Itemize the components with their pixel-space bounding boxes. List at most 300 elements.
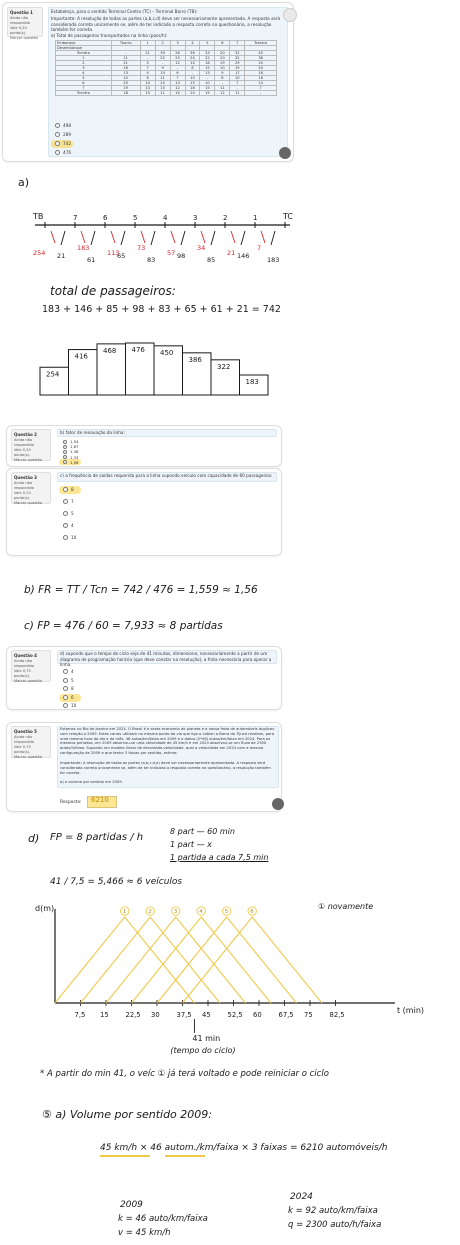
board-arrow <box>241 231 245 245</box>
flag-question-3[interactable]: Marcar questão <box>14 501 42 505</box>
question-1-card <box>2 2 294 162</box>
table-cell: 12 <box>170 61 185 66</box>
table-cell: 16 <box>111 66 140 71</box>
table-cell: 12 <box>170 86 185 91</box>
table-cell: 20 <box>245 61 277 66</box>
stop-label: 1 <box>253 214 258 222</box>
note-frequency: c) FP = 476 / 60 = 7,933 ≈ 8 partidas <box>24 620 223 632</box>
scroll-fab-2[interactable] <box>272 798 284 810</box>
load-bar-label: 322 <box>217 362 231 371</box>
table-cell: 20 <box>155 81 170 86</box>
route-diagram <box>0 170 460 400</box>
note-5-2009: 2009 <box>120 1200 143 1210</box>
radio-icon[interactable] <box>63 460 67 464</box>
table-cell: 15 <box>200 91 215 96</box>
table-cell: - <box>200 76 215 81</box>
table-cell: 11 <box>230 91 245 96</box>
question-4-status: Ainda não respondida <box>14 659 35 668</box>
table-cell: 7 <box>140 66 155 71</box>
cycle-label: 41 min <box>192 1034 221 1043</box>
table-cell: 10 <box>111 76 140 81</box>
radio-icon[interactable] <box>55 123 60 128</box>
note-d-label: d) <box>28 832 40 845</box>
table-cell: 10 <box>155 71 170 76</box>
question-3-card <box>6 468 282 556</box>
x-tick-label: 75 <box>304 1011 313 1019</box>
note-renewal-factor: b) FR = TT / Tcn = 742 / 476 = 1,559 ≈ 1,56 <box>24 584 258 596</box>
question-3-text: c) a frequência de saídas requerida para a linha supondo veículo com capacidade de 60 passageiros: <box>60 473 273 478</box>
table-cell: 32 <box>230 56 245 61</box>
question-3-option-label: 8 <box>71 487 74 492</box>
table-cell: 15 <box>170 91 185 96</box>
question-4-option-label: 4 <box>71 669 74 674</box>
question-4-option[interactable] <box>63 695 74 700</box>
table-corner-desembarque: Desembarque <box>56 46 112 51</box>
question-4-option-label: 10 <box>71 703 77 708</box>
question-5-status: Ainda não respondida <box>14 735 35 744</box>
radio-icon[interactable] <box>55 132 60 137</box>
note-d-rule-1: 8 part — 60 min <box>170 827 235 836</box>
boarding-value: 85 <box>207 256 216 264</box>
board-arrow <box>181 231 185 245</box>
x-tick-label: 30 <box>151 1011 160 1019</box>
question-4-title: Questão 4 <box>14 653 37 658</box>
table-cell: 21 <box>140 51 155 56</box>
radio-icon[interactable] <box>63 499 68 504</box>
table-cell: 18 <box>111 91 140 96</box>
table-cell: - <box>140 56 155 61</box>
table-cell: 13 <box>140 86 155 91</box>
table-cell: 24 <box>185 56 200 61</box>
question-2-status: Ainda não respondida <box>14 438 35 447</box>
vehicle-number: 1 <box>122 909 127 915</box>
question-5-title: Questão 5 <box>14 729 37 734</box>
vehicle-trajectory <box>183 917 322 1003</box>
question-3-title: Questão 3 <box>14 475 37 480</box>
question-1-points: Vale 0,20 ponto(s). <box>10 26 27 35</box>
table-row-header: Tcentro <box>56 91 112 96</box>
question-4-points: Vale 0,75 ponto(s). <box>14 669 31 678</box>
question-5-info <box>11 726 51 758</box>
answer-label: Resposta: <box>60 800 82 805</box>
question-1-status: Ainda não respondida <box>10 16 31 25</box>
yellow-strike-1 <box>100 1155 150 1157</box>
question-2-points: Vale 0,20 ponto(s). <box>14 448 31 457</box>
table-col-header: 5 <box>200 41 215 46</box>
question-1-option-label: 742 <box>63 141 71 146</box>
table-cell: - <box>230 86 245 91</box>
table-cell: - <box>215 81 230 86</box>
table-row-header: 2 <box>56 61 112 66</box>
note-d-fp: FP = 8 partidas / h <box>50 832 144 843</box>
alight-arrow <box>231 231 235 243</box>
question-2-info <box>11 429 51 461</box>
radio-icon[interactable] <box>55 150 60 155</box>
question-3-points: Vale 0,20 ponto(s). <box>14 491 31 500</box>
table-cell: 7 <box>230 81 245 86</box>
question-4-option[interactable] <box>63 703 76 708</box>
table-cell: 8 <box>185 66 200 71</box>
yellow-strike-2 <box>165 1155 205 1157</box>
timetable-diagram <box>0 895 460 1055</box>
note-5-k2024: k = 92 auto/km/faixa <box>288 1206 378 1216</box>
question-4-option-label: 5 <box>71 677 74 683</box>
table-cell: 9 <box>215 71 230 76</box>
question-1-header: Estabeleça, para o sentido Terminal Centro (TC) – Terminal Barro (TB): <box>51 9 198 14</box>
table-col-header: 2 <box>155 41 170 46</box>
table-cell: 45 <box>245 51 277 56</box>
table-cell: 19 <box>111 86 140 91</box>
table-cell: 18 <box>245 71 277 76</box>
table-row-header: 7 <box>56 86 112 91</box>
stop-label: 7 <box>73 214 78 222</box>
table-cell: 7 <box>170 76 185 81</box>
table-cell: 20 <box>111 81 140 86</box>
boarding-value: 65 <box>117 252 126 260</box>
table-cell: 4 <box>140 71 155 76</box>
stop-label: 6 <box>103 214 108 222</box>
alighting-value: 21 <box>227 249 236 257</box>
question-5-points: Vale 0,75 ponto(s). <box>14 745 31 754</box>
question-3-option[interactable] <box>63 535 76 540</box>
table-cell: 14 <box>245 81 277 86</box>
question-2-option-label: 1,56 <box>70 459 79 465</box>
table-row-header: 5 <box>56 76 112 81</box>
table-cell: 15 <box>155 86 170 91</box>
table-row-header: 6 <box>56 81 112 86</box>
table-col-header: 1 <box>140 41 155 46</box>
flag-question-2[interactable]: Marcar questão <box>14 458 42 462</box>
table-cell: 39 <box>155 51 170 56</box>
radio-icon[interactable] <box>63 450 67 454</box>
x-tick-label: 45 <box>202 1011 211 1019</box>
note-d-footnote: * A partir do min 41, o veíc ① já terá voltado e pode reiniciar o ciclo <box>40 1069 329 1079</box>
table-cell: 22 <box>200 56 215 61</box>
table-row <box>56 91 277 96</box>
scroll-fab[interactable] <box>279 147 291 159</box>
question-5-instructions: Importante: A resolução de todas as partes (a,b,c,d,e) deve ser necessariamente apresentada. A resposta será considerada correta unicamente se, além de ter indicado a resposta correta no questionário, a resolução também for correta. <box>60 761 271 775</box>
vehicle-number: 2 <box>148 909 152 915</box>
radio-icon[interactable] <box>63 535 68 540</box>
radio-icon[interactable] <box>63 678 68 683</box>
note-5-q2024: q = 2300 auto/h/faixa <box>288 1220 382 1230</box>
question-2-option[interactable] <box>63 460 78 465</box>
question-3-info <box>11 472 51 504</box>
x-axis-label: t (min) <box>397 1006 425 1015</box>
load-bar-label: 386 <box>188 355 202 364</box>
table-cell: 19 <box>215 61 230 66</box>
table-corner-embarque: Embarque <box>56 41 112 46</box>
boarding-value: 61 <box>87 256 96 264</box>
table-cell: 22 <box>155 56 170 61</box>
question-2-title: Questão 2 <box>14 432 37 437</box>
board-arrow <box>271 231 275 245</box>
note-d-fleet: 41 / 7,5 = 5,466 ≈ 6 veículos <box>50 877 183 887</box>
table-cell: 33 <box>200 51 215 56</box>
alighting-value: 57 <box>167 249 176 257</box>
y-axis-label: d(m) <box>35 904 55 913</box>
x-tick-label: 37,5 <box>176 1011 192 1019</box>
load-bar-label: 416 <box>74 352 88 361</box>
note-d-rule-3: 1 partida a cada 7,5 min <box>170 853 269 862</box>
x-tick-label: 22,5 <box>125 1011 141 1019</box>
flag-question-4[interactable]: Marcar questão <box>14 679 42 683</box>
question-1-part-a: a) Total de passageiros transportados na linha (pass/h): <box>51 33 168 38</box>
x-tick-label: 52,5 <box>227 1011 243 1019</box>
question-5-text: Estamos no Rio de Janeiro em 2024. O Brasil é a sexta economia do planeta e a nossa frota de automóveis duplicou com relação a 2009. Estes carros utilizam no mesmo ponto da via que liga o Leblon a Barra da Tijuca revelam, para uma mesma hora do dia e do mês, 46 autos/km/faixa em 2009 e o dobro (2*46) autos/km/faixa em 2024. Para os mesmos períodos, em 2009 observou-se uma velocidade de 45 km/h e em 2024 observou-se um fluxo de 2300 autos/h/faixa. Supondo um modelo linear de densidade-velocidade, qual a velocidade em 2024 com a mesma configuração de 2009 e que tenha 3 faixas por sentido, estime: <box>60 727 275 755</box>
vehicle-trajectory <box>157 917 296 1003</box>
question-3-option-label: 10 <box>71 535 77 540</box>
table-cell: 6 <box>170 71 185 76</box>
table-cell: 10 <box>215 66 230 71</box>
question-2-text: b) fator de renovação da linha: <box>60 430 125 435</box>
note-5-calc: 45 km/h × 46 autom./km/faixa × 3 faixas = 6210 automóveis/h <box>100 1143 388 1153</box>
question-1-title: Questão 1 <box>10 10 33 15</box>
radio-icon[interactable] <box>63 686 68 691</box>
table-cell: 38 <box>245 56 277 61</box>
terminal-tc-label: TC <box>283 212 294 221</box>
vehicle-trajectory <box>55 917 194 1003</box>
vehicle-number: 4 <box>199 909 203 915</box>
note-5-v2009: v = 45 km/h <box>118 1228 171 1238</box>
radio-icon[interactable] <box>63 445 67 449</box>
question-4-option-label: 8 <box>71 686 74 691</box>
answer-value: 6210 <box>91 796 109 804</box>
table-cell: 10 <box>185 76 200 81</box>
question-1-option[interactable] <box>55 141 71 146</box>
board-arrow <box>91 231 95 245</box>
vehicle-number: 5 <box>224 909 229 915</box>
table-cell: 25 <box>170 56 185 61</box>
question-1-option-label: 289 <box>63 132 71 137</box>
table-cell: 5 <box>140 61 155 66</box>
table-cell: 19 <box>230 66 245 71</box>
question-1-option[interactable] <box>55 150 71 155</box>
table-cell: 21 <box>111 61 140 66</box>
board-arrow <box>211 231 215 245</box>
radio-icon[interactable] <box>63 440 67 444</box>
vehicle-number: 6 <box>250 909 254 915</box>
table-cell: 13 <box>111 71 140 76</box>
table-cell: 20 <box>245 66 277 71</box>
alighting-value: 7 <box>257 244 262 252</box>
table-cell: 20 <box>215 51 230 56</box>
question-4-option[interactable] <box>63 678 74 683</box>
table-cell: 7 <box>245 86 277 91</box>
load-bar-label: 254 <box>46 370 60 379</box>
load-bar-label: 450 <box>160 348 174 357</box>
alighting-value: 254 <box>33 249 46 257</box>
flag-question-5[interactable]: Marcar questão <box>14 755 42 759</box>
boarding-value: 183 <box>267 256 280 264</box>
x-tick-label: 60 <box>253 1011 262 1019</box>
table-col-header: 3 <box>170 41 185 46</box>
alight-arrow <box>201 231 205 243</box>
table-cell: 20 <box>215 56 230 61</box>
question-2-card <box>6 425 282 467</box>
question-4-option[interactable] <box>63 669 74 674</box>
question-4-card <box>6 646 282 710</box>
radio-icon[interactable] <box>63 487 68 492</box>
question-1-instructions: Importante: A resolução de todas as partes (a,b,c,d) deve ser necessariamente apresentada. A resposta será considerada correta unicamente se, além de ter indicado a resposta correta no questionário, a resolução também for correta. <box>51 16 281 33</box>
board-arrow <box>121 231 125 245</box>
alight-arrow <box>141 231 145 243</box>
novamente-label: ① novamente <box>318 902 374 911</box>
cycle-note: (tempo do ciclo) <box>170 1046 236 1055</box>
table-cell: 16 <box>245 76 277 81</box>
question-4-text: d) supondo que o tempo de ciclo seja de 41 minutos, dimensione, necessariamente a partir de um diagrama de programação horária (que deve constar na resolução), a frota necessária para operar a linha. <box>60 651 272 668</box>
table-cell: 15 <box>140 91 155 96</box>
table-cell: 8 <box>215 76 230 81</box>
alighting-value: 113 <box>107 249 120 257</box>
question-3-option[interactable] <box>63 499 74 504</box>
table-cell: 24 <box>185 91 200 96</box>
question-3-option-label: 4 <box>71 523 74 528</box>
table-cell: 15 <box>185 81 200 86</box>
boarding-value: 98 <box>177 252 186 260</box>
x-tick-label: 7,5 <box>74 1011 86 1019</box>
alight-arrow <box>261 231 265 243</box>
question-1-option-label: 476 <box>63 150 71 155</box>
total-sum: 183 + 146 + 85 + 98 + 83 + 65 + 61 + 21 = 742 <box>42 304 281 315</box>
table-row-header: 4 <box>56 71 112 76</box>
table-col-header: 4 <box>185 41 200 46</box>
stop-label: 4 <box>163 214 168 222</box>
radio-icon[interactable] <box>63 695 68 700</box>
radio-icon[interactable] <box>63 511 68 516</box>
question-2-option-label: 1,67 <box>70 444 79 450</box>
note-d-rule-2: 1 part — x <box>170 840 212 849</box>
stop-label: 2 <box>223 214 228 222</box>
table-row-header: 3 <box>56 66 112 71</box>
question-3-status: Ainda não respondida <box>14 481 35 490</box>
side-circle[interactable] <box>283 8 297 22</box>
load-bar-label: 476 <box>131 346 145 354</box>
table-cell: 10 <box>230 76 245 81</box>
radio-icon[interactable] <box>63 669 68 674</box>
vehicle-trajectory <box>106 917 245 1003</box>
board-arrow <box>151 231 155 245</box>
table-col-header: 6 <box>215 41 230 46</box>
vehicle-number: 3 <box>173 909 178 915</box>
table-cell: 32 <box>230 51 245 56</box>
alight-arrow <box>111 231 115 243</box>
table-cell: 17 <box>230 71 245 76</box>
question-5-part-a: a) o volume por sentido em 2009. <box>60 780 123 784</box>
question-1-option-label: 498 <box>63 123 71 128</box>
table-cell: 15 <box>200 66 215 71</box>
note-5-title: ⑤ a) Volume por sentido 2009: <box>42 1108 212 1121</box>
note-5-2024: 2024 <box>290 1192 313 1202</box>
alighting-value: 183 <box>77 244 90 252</box>
vehicle-trajectory <box>81 917 220 1003</box>
question-4-option[interactable] <box>63 686 74 691</box>
alight-arrow <box>81 231 85 243</box>
load-bar-label: 468 <box>103 346 117 355</box>
table-row-header: 1 <box>56 56 112 61</box>
load-bar-label: 183 <box>245 378 259 387</box>
stop-label: 5 <box>133 214 138 222</box>
vehicle-trajectory <box>132 917 271 1003</box>
table-cell: 10 <box>200 81 215 86</box>
question-2-option-label: 1,33 <box>70 454 79 460</box>
x-tick-label: 15 <box>100 1011 109 1019</box>
passenger-od-table <box>55 40 277 96</box>
question-4-option-label: 6 <box>71 694 74 700</box>
question-4-info <box>11 650 51 682</box>
table-col-header: Tcentro <box>245 41 277 46</box>
table-cell: - <box>155 61 170 66</box>
radio-icon[interactable] <box>63 523 68 528</box>
table-col-header: 7 <box>230 41 245 46</box>
question-2-option-label: 1,38 <box>70 449 79 455</box>
question-3-option[interactable] <box>63 511 74 516</box>
table-cell: - <box>245 91 277 96</box>
question-3-option[interactable] <box>63 487 74 492</box>
table-cell: 14 <box>185 61 200 66</box>
table-cell: 12 <box>215 91 230 96</box>
table-cell: 8 <box>140 76 155 81</box>
x-tick-label: 82,5 <box>329 1011 345 1019</box>
note-a-label: a) <box>18 176 30 189</box>
question-1-option[interactable] <box>55 123 71 128</box>
alighting-value: 73 <box>137 244 146 252</box>
question-1-info <box>7 7 43 40</box>
question-5-card <box>6 722 282 812</box>
table-cell: 15 <box>200 86 215 91</box>
table-cell: 36 <box>185 51 200 56</box>
alight-arrow <box>51 231 55 243</box>
table-cell: - <box>185 71 200 76</box>
table-cell: 11 <box>155 91 170 96</box>
table-cell: 13 <box>170 81 185 86</box>
table-row-header: Tcentro <box>56 51 112 56</box>
question-3-option-label: 5 <box>71 511 74 516</box>
alighting-value: 34 <box>197 244 206 252</box>
table-cell: - <box>170 66 185 71</box>
table-cell: - <box>111 51 140 56</box>
table-cell: 29 <box>230 61 245 66</box>
table-cell: 16 <box>185 86 200 91</box>
note-5-k2009: k = 46 auto/km/faixa <box>118 1214 208 1224</box>
terminal-tb-label: TB <box>33 212 44 221</box>
board-arrow <box>61 231 65 245</box>
table-col-header: Tbarro <box>111 41 140 46</box>
question-1-option[interactable] <box>55 132 71 137</box>
radio-icon[interactable] <box>55 141 60 146</box>
table-cell: 28 <box>170 51 185 56</box>
table-cell: 11 <box>155 76 170 81</box>
table-cell: 10 <box>140 81 155 86</box>
x-tick-label: 67,5 <box>278 1011 294 1019</box>
question-3-option-label: 7 <box>71 499 74 504</box>
total-title: total de passageiros: <box>50 284 176 298</box>
question-3-option[interactable] <box>63 523 74 528</box>
alight-arrow <box>171 231 175 243</box>
stop-label: 3 <box>193 214 198 222</box>
table-cell: 13 <box>200 71 215 76</box>
flag-question-1[interactable]: Marcar questão <box>10 36 38 40</box>
radio-icon[interactable] <box>63 703 68 708</box>
question-2-option-label: 1,54 <box>70 439 79 444</box>
boarding-value: 146 <box>237 252 250 260</box>
table-cell: 11 <box>215 86 230 91</box>
table-cell: 18 <box>200 61 215 66</box>
boarding-value: 83 <box>147 256 156 264</box>
boarding-value: 21 <box>57 252 66 260</box>
table-cell: 11 <box>111 56 140 61</box>
table-cell: 9 <box>155 66 170 71</box>
